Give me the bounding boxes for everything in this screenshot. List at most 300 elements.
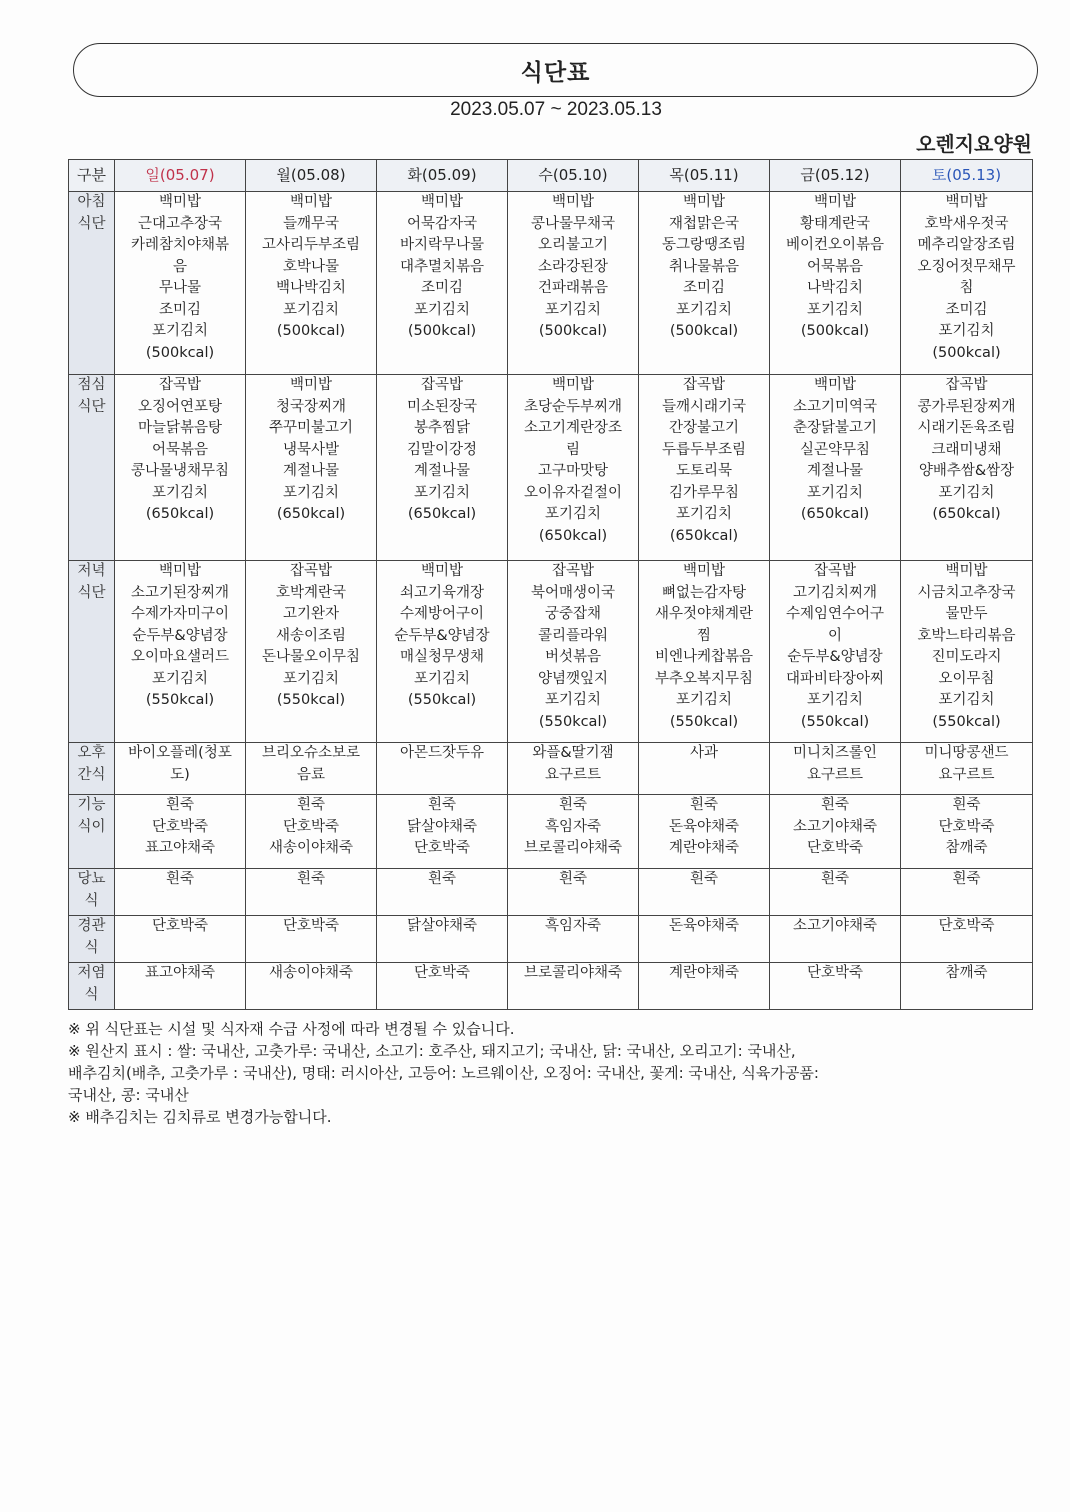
menu-item: 조미김 (158, 301, 202, 318)
menu-item: 포기김치 (413, 301, 471, 318)
menu-cell (901, 963, 1033, 1010)
menu-item: 호박나물 (282, 258, 340, 275)
menu-item: 백미밥 (682, 563, 726, 579)
menu-item: (650kcal) (276, 506, 346, 522)
menu-item: 비엔나케찹볶음 (654, 649, 754, 665)
menu-item: 간장불고기 (668, 420, 740, 436)
menu-item: 흑임자죽 (544, 918, 602, 934)
menu-item: 흰죽 (427, 871, 456, 887)
menu-cell (508, 916, 639, 963)
row-category-label (69, 375, 115, 561)
menu-cell (508, 192, 639, 375)
menu-cell (770, 963, 901, 1010)
menu-row-snack (69, 743, 1033, 795)
menu-row-functional-diet (69, 795, 1033, 869)
menu-item: 두릅두부조림 (661, 441, 747, 458)
menu-item: 바지락무나물 (399, 237, 485, 253)
menu-cell (246, 795, 377, 869)
menu-item: 소고기된장찌개 (130, 584, 230, 601)
header-day-wed: 수(05.10) (508, 160, 639, 192)
menu-item: 백미밥 (682, 194, 726, 210)
menu-cell (901, 916, 1033, 963)
menu-item: 단호박죽 (938, 918, 995, 934)
menu-cell (508, 743, 639, 795)
menu-item: 들깨무국 (282, 215, 340, 232)
menu-item: 흰죽 (952, 797, 981, 813)
menu-item: 단호박죽 (282, 818, 340, 835)
menu-item: 백미밥 (551, 194, 595, 210)
menu-cell (770, 192, 901, 375)
menu-item: 단호박죽 (151, 918, 209, 934)
menu-item: 냉묵사발 (282, 441, 340, 458)
menu-cell (115, 192, 246, 375)
menu-row-low-sodium (69, 963, 1033, 1010)
menu-item: 요구르트 (806, 766, 864, 783)
menu-cell (246, 375, 377, 561)
menu-item: 오이유자겉절이 (523, 484, 623, 501)
menu-item: 단호박죽 (282, 918, 340, 934)
menu-item: 오징어연포탕 (137, 398, 223, 415)
menu-item: 오리불고기 (537, 237, 609, 253)
menu-item: 청국장찌개 (275, 398, 347, 415)
menu-item: 고기완자 (282, 606, 340, 622)
row-category-label (69, 743, 115, 795)
menu-item: 미니땅콩샌드 (924, 745, 1009, 761)
menu-item: (550kcal) (800, 713, 870, 730)
row-category-label (69, 561, 115, 743)
menu-cell (377, 561, 508, 743)
menu-cell (901, 561, 1033, 743)
menu-item: 마늘닭볶음탕 (137, 420, 223, 436)
menu-item: (500kcal) (800, 323, 870, 339)
menu-item: 백미밥 (813, 377, 857, 393)
menu-item: 소고기미역국 (792, 398, 878, 415)
menu-cell (115, 795, 246, 869)
menu-item: 백미밥 (420, 194, 464, 210)
menu-item: 백미밥 (289, 377, 333, 393)
menu-item: 단호박죽 (413, 840, 471, 856)
menu-cell (770, 561, 901, 743)
menu-cell (115, 963, 246, 1010)
menu-item: 물만두 (945, 606, 988, 622)
menu-item: 흰죽 (165, 797, 194, 813)
menu-item: (650kcal) (932, 506, 1001, 522)
menu-item: 콩나물무채국 (530, 215, 616, 232)
menu-item: 포기김치 (675, 506, 733, 522)
menu-item: 새송이야채죽 (268, 965, 354, 981)
menu-item: (650kcal) (407, 506, 477, 522)
category-line: 식단 (77, 584, 106, 601)
menu-item: 순두부&양념장 (394, 627, 490, 644)
menu-item: (650kcal) (538, 527, 608, 544)
menu-item: 잡곡밥 (551, 563, 595, 579)
menu-item: 침 (959, 280, 974, 296)
note-line: ※ 원산지 표시 : 쌀: 국내산, 고춧가루: 국내산, 소고기: 호주산, 돼지고기; 국내산, 닭: 국내산, 오리고기: 국내산, (68, 1042, 796, 1060)
menu-item: 요구르트 (938, 766, 995, 783)
menu-item: 돈육야채죽 (668, 818, 740, 835)
menu-item: 잡곡밥 (158, 377, 202, 393)
menu-item: 돈나물오이무침 (261, 649, 361, 665)
menu-item: 조미김 (945, 301, 988, 318)
category-line: 경관 (77, 918, 106, 934)
menu-item: 포기김치 (806, 484, 864, 501)
menu-cell (901, 192, 1033, 375)
menu-item: 닭살야채죽 (406, 918, 478, 934)
menu-item: 조미김 (420, 280, 464, 296)
header-row (69, 160, 1033, 192)
menu-item: 브리오슈소보로 (261, 745, 361, 761)
menu-cell (508, 795, 639, 869)
menu-cell (377, 916, 508, 963)
menu-cell (639, 963, 770, 1010)
menu-item: 고기김치찌개 (792, 584, 878, 601)
weekly-menu-table (68, 159, 1033, 1010)
menu-cell (770, 375, 901, 561)
menu-item: 흰죽 (820, 797, 849, 813)
menu-item: 재첩맑은국 (668, 215, 740, 232)
menu-item: 백나박김치 (275, 280, 347, 296)
menu-item: 포기김치 (544, 301, 602, 318)
menu-item: 포기김치 (413, 670, 471, 687)
menu-item: 브로콜리야채죽 (523, 840, 623, 856)
menu-cell (508, 869, 639, 916)
menu-item: 표고야채죽 (144, 840, 216, 856)
menu-item: 잡곡밥 (945, 377, 988, 393)
header-day-sun: 일(05.07) (115, 160, 246, 192)
menu-item: 흰죽 (558, 871, 587, 887)
menu-item: 계절나물 (282, 463, 340, 479)
menu-item: 백미밥 (420, 563, 464, 579)
menu-item: 순두부&양념장 (132, 627, 228, 644)
menu-item: 요구르트 (544, 766, 602, 783)
menu-item: 흰죽 (820, 871, 849, 887)
menu-item: (650kcal) (145, 506, 215, 522)
menu-item: 북어매생이국 (530, 584, 616, 601)
menu-cell (115, 561, 246, 743)
header-day-thu: 목(05.11) (639, 160, 770, 192)
menu-item: 계란야채죽 (668, 965, 740, 981)
menu-item: 오이마요샐러드 (130, 649, 230, 665)
menu-item: 포기김치 (282, 484, 340, 501)
menu-cell (639, 743, 770, 795)
row-category-label (69, 916, 115, 963)
menu-item: (650kcal) (669, 527, 739, 544)
menu-item: 고사리두부조림 (261, 237, 361, 253)
menu-item: 콩가루된장찌개 (917, 398, 1016, 415)
menu-item: 백미밥 (813, 194, 857, 210)
menu-cell (901, 743, 1033, 795)
menu-item: 소고기계란장조 (523, 420, 623, 436)
category-line: 오후 (77, 745, 106, 761)
category-line: 식단 (77, 398, 106, 415)
note-line: 국내산, 콩: 국내산 (68, 1086, 189, 1104)
menu-item: 단호박죽 (806, 965, 864, 981)
category-line: 당뇨 (77, 871, 106, 887)
menu-cell (377, 192, 508, 375)
menu-item: 봉추찜닭 (413, 420, 471, 436)
menu-cell (901, 375, 1033, 561)
menu-item: 카레참치야채볶 (130, 237, 230, 253)
menu-item: 호박느타리볶음 (917, 627, 1016, 644)
menu-item: 단호박죽 (151, 818, 209, 835)
menu-item: 궁중잡채 (544, 606, 602, 622)
menu-item: 초당순두부찌개 (523, 398, 623, 415)
menu-item: 포기김치 (413, 484, 471, 501)
menu-item: 브로콜리야채죽 (523, 965, 623, 981)
menu-item: 크래미냉채 (931, 441, 1002, 458)
menu-item: 메추리알장조림 (917, 237, 1016, 253)
menu-item: 양념깻잎지 (537, 670, 609, 687)
category-line: 저녁 (77, 563, 106, 579)
menu-item: 새송이야채죽 (268, 840, 354, 856)
facility-name: 오렌지요양원 (916, 132, 1032, 156)
row-category-label (69, 795, 115, 869)
menu-item: (550kcal) (276, 692, 346, 708)
category-line: 식 (84, 939, 99, 956)
menu-cell (639, 192, 770, 375)
menu-item: 도토리묵 (675, 463, 733, 479)
menu-item: 콜리플라워 (537, 627, 609, 644)
menu-item: 포기김치 (806, 692, 864, 708)
menu-item: 바이오플레(청포 (128, 745, 232, 761)
menu-item: 시금치고추장국 (917, 584, 1016, 601)
menu-item: 포기김치 (806, 301, 864, 318)
title-banner (73, 43, 1038, 97)
menu-item: 근대고추장국 (137, 215, 223, 232)
menu-item: 포기김치 (151, 670, 209, 687)
menu-item: 백미밥 (158, 194, 202, 210)
menu-item: 흰죽 (558, 797, 587, 813)
menu-item: 계란야채죽 (668, 840, 740, 856)
menu-item: 계절나물 (413, 463, 471, 479)
menu-item: 백미밥 (551, 377, 595, 393)
menu-item: 사과 (689, 745, 718, 761)
menu-item: 베이컨오이볶음 (785, 237, 885, 253)
menu-row-lunch (69, 375, 1033, 561)
menu-cell (246, 743, 377, 795)
menu-item: 음 (172, 258, 187, 275)
menu-item: 부추오복지무침 (654, 670, 754, 687)
menu-item: 새우젓야채계란 (654, 606, 754, 622)
menu-cell (115, 743, 246, 795)
menu-item: 포기김치 (282, 301, 340, 318)
row-category-label (69, 192, 115, 375)
menu-cell (246, 963, 377, 1010)
menu-body (69, 192, 1033, 1010)
menu-item: 미니치즈롤인 (792, 745, 878, 761)
menu-item: 계절나물 (806, 463, 864, 479)
menu-item: 단호박죽 (806, 840, 864, 856)
menu-item: 흰죽 (296, 797, 325, 813)
menu-item: 실곤약무침 (799, 441, 871, 458)
menu-cell (115, 916, 246, 963)
menu-item: 포기김치 (282, 670, 340, 687)
menu-item: 뼈없는감자탕 (661, 584, 747, 601)
menu-cell (770, 916, 901, 963)
menu-cell (377, 963, 508, 1010)
note-line: 배추김치(배추, 고춧가루 : 국내산), 명태: 러시아산, 고등어: 노르웨이산, 오징어: 국내산, 꽃게: 국내산, 식육가공품: (68, 1064, 819, 1082)
menu-item: 잡곡밥 (682, 377, 726, 393)
menu-item: 돈육야채죽 (668, 918, 740, 934)
menu-cell (246, 561, 377, 743)
category-line: 간식 (77, 766, 106, 783)
menu-item: 소라강된장 (537, 258, 609, 275)
menu-item: 어묵볶음 (151, 441, 209, 458)
menu-item: 콩나물냉채무침 (130, 463, 230, 479)
menu-period: 2023.05.07 ~ 2023.05.13 (450, 99, 662, 120)
menu-cell (115, 869, 246, 916)
category-line: 저염 (77, 965, 106, 981)
menu-item: (500kcal) (669, 323, 739, 339)
category-line: 식단 (77, 215, 106, 232)
menu-cell (508, 561, 639, 743)
menu-item: 춘장닭불고기 (792, 420, 878, 436)
menu-item: 나박김치 (806, 280, 864, 296)
menu-item: 매실청무생채 (399, 649, 485, 665)
menu-item: 포기김치 (544, 692, 602, 708)
header-corner: 구분 (69, 160, 115, 192)
menu-item: 황태계란국 (799, 215, 871, 232)
menu-item: (650kcal) (800, 506, 870, 522)
menu-item: 찜 (696, 627, 711, 644)
menu-cell (377, 869, 508, 916)
notes-section (68, 1018, 1028, 1128)
menu-item: 수제방어구이 (399, 606, 485, 622)
category-line: 아침 (77, 194, 106, 210)
menu-item: (500kcal) (407, 323, 477, 339)
menu-item: 흰죽 (952, 871, 981, 887)
menu-item: 백미밥 (289, 194, 333, 210)
menu-item: 오이무침 (938, 670, 995, 687)
menu-cell (377, 795, 508, 869)
header-day-mon: 월(05.08) (246, 160, 377, 192)
header-day-fri: 금(05.12) (770, 160, 901, 192)
menu-item: (550kcal) (145, 692, 215, 708)
menu-row-diabetic-diet (69, 869, 1033, 916)
menu-item: 고구마맛탕 (537, 463, 609, 479)
menu-item: 조미김 (682, 280, 726, 296)
menu-cell (115, 375, 246, 561)
menu-item: 동그랑땡조림 (661, 237, 747, 253)
menu-item: 흰죽 (296, 871, 325, 887)
menu-item: (500kcal) (538, 323, 608, 339)
row-category-label (69, 963, 115, 1010)
menu-cell (639, 561, 770, 743)
note-line: ※ 위 식단표는 시설 및 식자재 수급 사정에 따라 변경될 수 있습니다. (68, 1020, 515, 1038)
menu-row-tube-feeding (69, 916, 1033, 963)
menu-item: 들깨시래기국 (661, 398, 747, 415)
menu-item: 와플&딸기잼 (532, 745, 614, 761)
menu-item: 참깨죽 (945, 840, 988, 856)
menu-item: (500kcal) (276, 323, 346, 339)
category-line: 식이 (77, 818, 106, 835)
menu-item: 음료 (296, 766, 325, 783)
menu-item: 표고야채죽 (144, 965, 216, 981)
menu-item: (550kcal) (407, 692, 477, 708)
menu-item: (550kcal) (538, 713, 608, 730)
menu-cell (377, 375, 508, 561)
category-line: 식 (84, 892, 99, 909)
menu-item: 미소된장국 (406, 398, 478, 415)
menu-item: 무나물 (158, 280, 202, 296)
menu-item: 참깨죽 (945, 965, 988, 981)
menu-item: 도) (170, 766, 190, 783)
menu-item: 진미도라지 (931, 649, 1002, 665)
menu-item: 호박계란국 (275, 584, 347, 601)
category-line: 식 (84, 986, 99, 1003)
menu-item: 잡곡밥 (813, 563, 857, 579)
menu-item: (550kcal) (932, 713, 1001, 730)
menu-cell (246, 916, 377, 963)
menu-item: 김말이강정 (406, 441, 478, 458)
menu-item: 버섯볶음 (544, 649, 602, 665)
menu-item: 포기김치 (938, 323, 995, 339)
menu-cell (508, 375, 639, 561)
menu-item: 닭살야채죽 (406, 818, 478, 835)
header-day-tue: 화(05.09) (377, 160, 508, 192)
header-day-sat: 토(05.13) (901, 160, 1033, 192)
menu-item: 잡곡밥 (289, 563, 333, 579)
menu-item: 아몬드잣두유 (399, 745, 485, 761)
menu-item: 포기김치 (938, 692, 995, 708)
menu-cell (508, 963, 639, 1010)
note-line: ※ 배추김치는 김치류로 변경가능합니다. (68, 1108, 332, 1126)
menu-item: 포기김치 (938, 484, 995, 501)
menu-cell (246, 869, 377, 916)
menu-cell (639, 916, 770, 963)
category-line: 기능 (77, 797, 106, 813)
menu-cell (901, 795, 1033, 869)
menu-cell (246, 192, 377, 375)
category-line: 점심 (77, 377, 106, 393)
menu-item: 순두부&양념장 (787, 649, 883, 665)
menu-cell (770, 743, 901, 795)
menu-cell (639, 795, 770, 869)
menu-item: 단호박죽 (413, 965, 471, 981)
menu-item: 포기김치 (675, 301, 733, 318)
menu-item: (500kcal) (932, 344, 1001, 361)
menu-cell (770, 795, 901, 869)
menu-cell (639, 375, 770, 561)
menu-item: 포기김치 (151, 323, 209, 339)
menu-item: 백미밥 (945, 563, 988, 579)
menu-item: 호박새우젓국 (924, 215, 1009, 232)
page-title: 식단표 (520, 59, 591, 86)
menu-item: 포기김치 (675, 692, 733, 708)
menu-item: 잡곡밥 (420, 377, 464, 393)
menu-item: (550kcal) (669, 713, 739, 730)
menu-item: 흑임자죽 (544, 818, 602, 835)
menu-item: 단호박죽 (938, 818, 995, 835)
menu-item: 흰죽 (689, 797, 718, 813)
menu-item: (500kcal) (145, 344, 215, 361)
menu-cell (377, 743, 508, 795)
menu-item: 오징어젓무채무 (917, 258, 1016, 275)
menu-item: 백미밥 (158, 563, 202, 579)
menu-item: 수제가자미구이 (130, 606, 230, 622)
menu-item: 수제임연수어구 (785, 606, 885, 622)
menu-item: 흰죽 (689, 871, 718, 887)
row-category-label (69, 869, 115, 916)
menu-item: 백미밥 (945, 194, 988, 210)
menu-item: 포기김치 (544, 506, 602, 522)
menu-item: 김가루무침 (668, 484, 740, 501)
menu-item: 시래기돈육조림 (917, 420, 1016, 436)
menu-item: 포기김치 (151, 484, 209, 501)
menu-item: 소고기야채죽 (792, 918, 878, 934)
menu-item: 림 (565, 441, 580, 458)
menu-cell (901, 869, 1033, 916)
